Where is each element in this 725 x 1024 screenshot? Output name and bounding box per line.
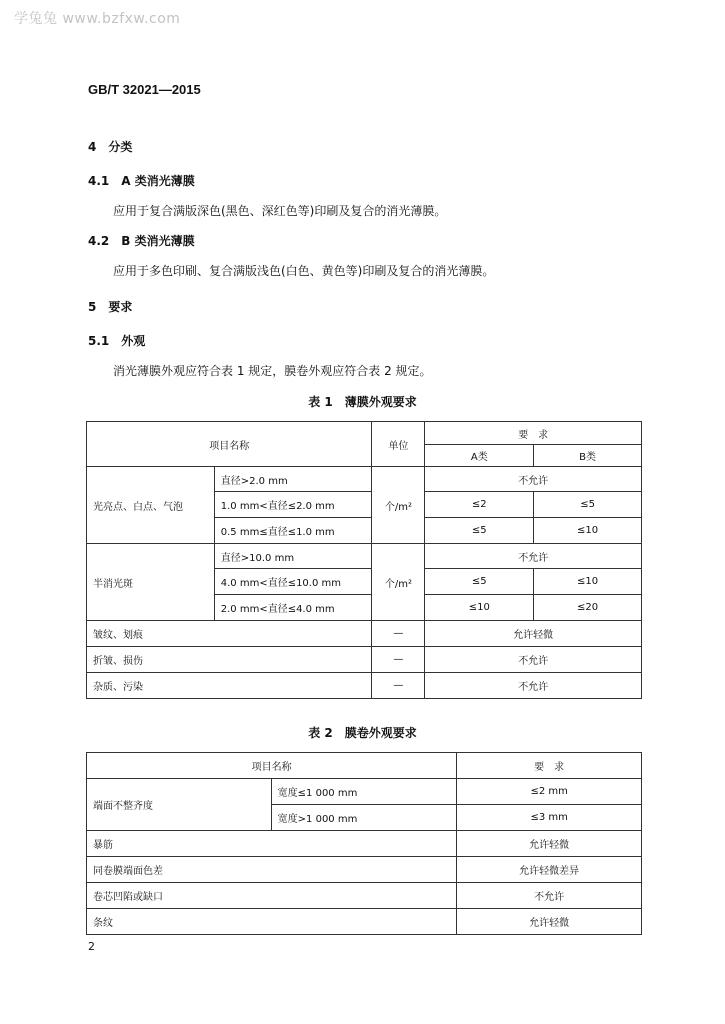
t1-header-req: 要 求 <box>425 422 642 445</box>
table2 <box>86 752 642 935</box>
section-4-1-heading: 4.1 A 类消光薄膜 <box>88 174 195 188</box>
t1-g1-b: ≤5 <box>534 492 642 518</box>
t1-row-unit: — <box>372 621 425 647</box>
t1-g1-a: ≤5 <box>425 518 534 544</box>
table1 <box>86 421 642 699</box>
t1-g2-a: ≤5 <box>425 569 534 595</box>
t2-row-req: 允许轻微 <box>457 831 642 857</box>
t1-g2-b: ≤10 <box>534 569 642 595</box>
t1-g2-b: ≤20 <box>534 595 642 621</box>
t1-row-unit: — <box>372 673 425 699</box>
table1-caption: 表 1 薄膜外观要求 <box>308 395 417 409</box>
section-5-heading: 5 要求 <box>88 300 133 314</box>
t2-header-req: 要 求 <box>457 753 642 779</box>
t1-row-name: 杂质、污染 <box>87 673 372 699</box>
t2-row-req: 不允许 <box>457 883 642 909</box>
t1-g2-unit: 个/m² <box>372 544 425 621</box>
section-4-1-text: 应用于复合满版深色(黑色、深红色等)印刷及复合的消光薄膜。 <box>113 204 447 218</box>
t1-row-req: 不允许 <box>425 647 642 673</box>
t1-header-a: A类 <box>425 445 534 467</box>
t1-g2-a: ≤10 <box>425 595 534 621</box>
page-number: 2 <box>88 940 95 953</box>
standard-code: GB/T 32021—2015 <box>88 82 201 97</box>
t1-g2-name: 半消光斑 <box>87 544 215 621</box>
t1-g1-b: ≤10 <box>534 518 642 544</box>
t1-row-unit: — <box>372 647 425 673</box>
t2-row-req: 允许轻微差异 <box>457 857 642 883</box>
t2-header-item: 项目名称 <box>87 753 457 779</box>
t2-row-name: 条纹 <box>87 909 457 935</box>
t1-row-name: 皱纹、划痕 <box>87 621 372 647</box>
t1-row-req: 不允许 <box>425 673 642 699</box>
section-5-1-text: 消光薄膜外观应符合表 1 规定，膜卷外观应符合表 2 规定。 <box>113 364 432 378</box>
t2-g-name: 端面不整齐度 <box>87 779 272 831</box>
t1-g2-merged: 不允许 <box>425 544 642 569</box>
t1-header-b: B类 <box>534 445 642 467</box>
t1-row-name: 折皱、损伤 <box>87 647 372 673</box>
t1-g2-cond: 2.0 mm<直径≤4.0 mm <box>214 595 372 621</box>
t1-g1-unit: 个/m² <box>372 467 425 544</box>
t2-g-cond: 宽度>1 000 mm <box>271 805 457 831</box>
t1-g1-name: 光亮点、白点、气泡 <box>87 467 215 544</box>
table2-caption: 表 2 膜卷外观要求 <box>308 726 417 740</box>
t1-g1-a: ≤2 <box>425 492 534 518</box>
t1-g1-cond: 0.5 mm≤直径≤1.0 mm <box>214 518 372 544</box>
section-4-2-text: 应用于多色印刷、复合满版浅色(白色、黄色等)印刷及复合的消光薄膜。 <box>113 264 495 278</box>
t1-g1-cond: 直径>2.0 mm <box>214 467 372 492</box>
t2-row-req: 允许轻微 <box>457 909 642 935</box>
section-4-2-heading: 4.2 B 类消光薄膜 <box>88 234 195 248</box>
t1-g2-cond: 直径>10.0 mm <box>214 544 372 569</box>
t1-row-req: 允许轻微 <box>425 621 642 647</box>
watermark: 学兔兔 www.bzfxw.com <box>14 11 181 27</box>
t1-header-item: 项目名称 <box>87 422 372 467</box>
section-5-1-heading: 5.1 外观 <box>88 334 146 348</box>
t2-g-cond: 宽度≤1 000 mm <box>271 779 457 805</box>
section-4-heading: 4 分类 <box>88 140 133 154</box>
t2-g-req: ≤3 mm <box>457 805 642 831</box>
t1-g2-cond: 4.0 mm<直径≤10.0 mm <box>214 569 372 595</box>
t2-row-name: 同卷膜端面色差 <box>87 857 457 883</box>
t2-row-name: 卷芯凹陷或缺口 <box>87 883 457 909</box>
t2-g-req: ≤2 mm <box>457 779 642 805</box>
t1-g1-merged: 不允许 <box>425 467 642 492</box>
t2-row-name: 暴筋 <box>87 831 457 857</box>
t1-header-unit: 单位 <box>372 422 425 467</box>
t1-g1-cond: 1.0 mm<直径≤2.0 mm <box>214 492 372 518</box>
